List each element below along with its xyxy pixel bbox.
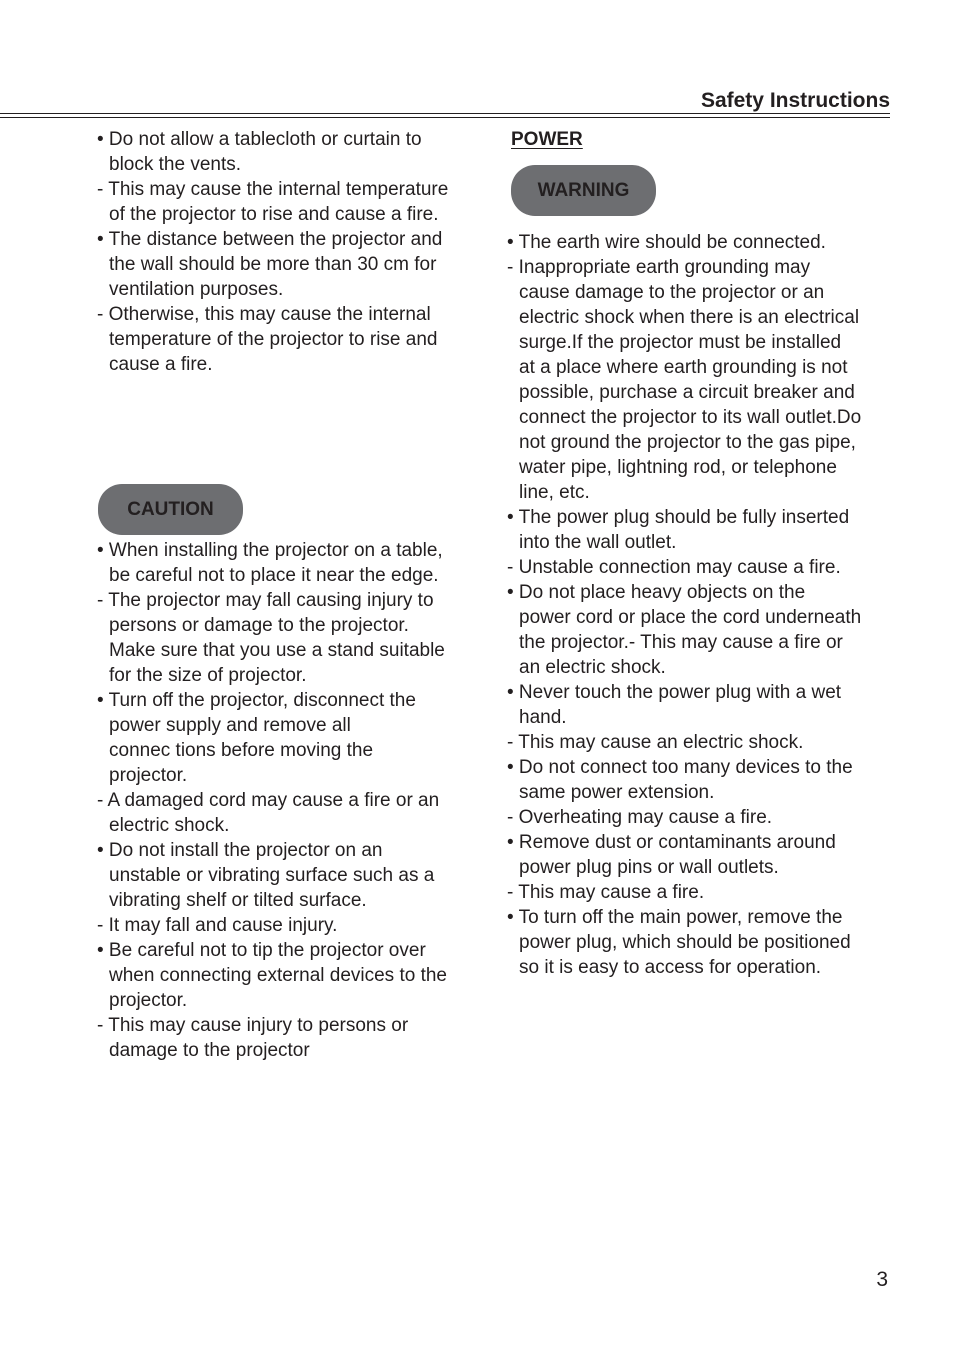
list-item: - It may fall and cause injury.: [97, 915, 338, 936]
list-item: • Turn off the projector, disconnect the power supply and remove all connec tions before moving the projector.: [97, 690, 416, 786]
list-item: - This may cause an electric shock.: [507, 732, 804, 753]
list-item: - This may cause a fire.: [507, 882, 705, 903]
list-item: - Inappropriate earth grounding may cause damage to the projector or an electric shock when there is an electrical surge.If the projector must be installed at a place where earth grounding is not possible, purchase a circuit breaker and connect the projector to its wall outlet.Do not ground the projector to the gas pipe, water pipe, lightning rod, or telephone line, etc.: [507, 257, 862, 503]
warning-label: WARNING: [511, 165, 656, 216]
list-item: - Unstable connection may cause a fire.: [507, 557, 841, 578]
list-item: • To turn off the main power, remove the power plug, which should be positioned so it is easy to access for operation.: [507, 907, 851, 978]
list-item: • The earth wire should be connected.: [507, 232, 826, 253]
list-item: • The distance between the projector and the wall should be more than 30 cm for ventilation purposes.: [97, 229, 443, 300]
page-number: 3: [876, 1268, 888, 1291]
list-item: - Otherwise, this may cause the internal temperature of the projector to rise and cause a fire.: [97, 304, 438, 375]
list-item: - A damaged cord may cause a fire or an electric shock.: [97, 790, 440, 836]
list-item: • When installing the projector on a table, be careful not to place it near the edge.: [97, 540, 443, 586]
power-instructions: [507, 230, 907, 980]
page-title: Safety Instructions: [700, 89, 890, 112]
header-divider-secondary: [0, 117, 890, 118]
ventilation-instructions: [97, 127, 487, 377]
list-item: - This may cause injury to persons or damage to the projector: [97, 1015, 409, 1061]
caution-instructions: [97, 538, 487, 1063]
header-divider: [0, 113, 890, 114]
list-item: • Remove dust or contaminants around power plug pins or wall outlets.: [507, 832, 836, 878]
list-item: • Be careful not to tip the projector over when connecting external devices to the projector.: [97, 940, 447, 1011]
list-item: • Do not place heavy objects on the power cord or place the cord underneath the projector.- This may cause a fire or an electric shock.: [507, 582, 862, 678]
power-section-heading: POWER: [511, 129, 583, 150]
list-item: • Do not connect too many devices to the same power extension.: [507, 757, 853, 803]
list-item: • Do not install the projector on an unstable or vibrating surface such as a vibrating shelf or tilted surface.: [97, 840, 435, 911]
list-item: • Never touch the power plug with a wet hand.: [507, 682, 842, 728]
list-item: • The power plug should be fully inserted into the wall outlet.: [507, 507, 850, 553]
caution-label: CAUTION: [98, 484, 243, 535]
list-item: - This may cause the internal temperature of the projector to rise and cause a fire.: [97, 179, 449, 225]
list-item: - Overheating may cause a fire.: [507, 807, 773, 828]
list-item: - The projector may fall causing injury to persons or damage to the projector. Make sure that you use a stand suitable for the size of projector.: [97, 590, 445, 686]
list-item: • Do not allow a tablecloth or curtain to block the vents.: [97, 129, 422, 175]
